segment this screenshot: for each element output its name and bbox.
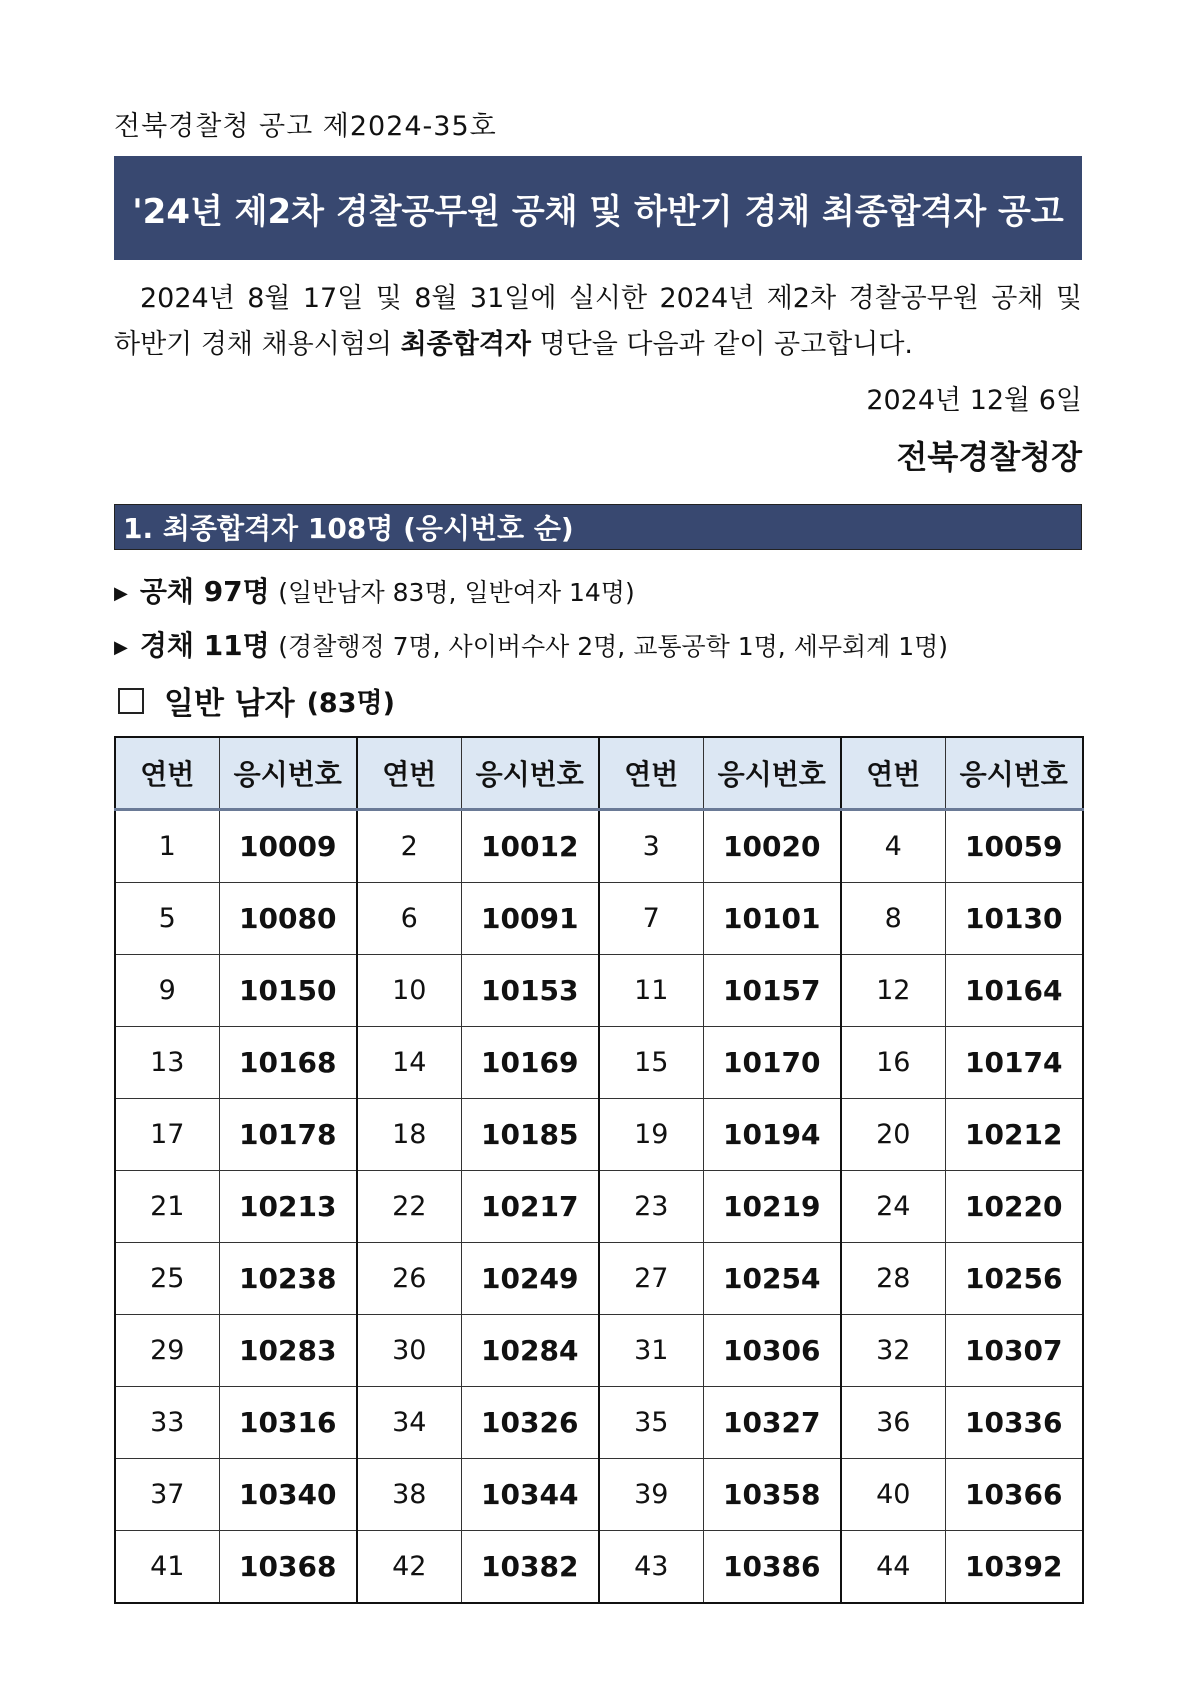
table-row [115, 883, 1083, 955]
seq-cell: 9 [115, 955, 219, 1027]
bullet-public-recruitment [114, 570, 635, 610]
column-header-seq: 연번 [115, 737, 219, 810]
exam-number-cell: 10326 [461, 1387, 599, 1459]
seq-cell: 11 [599, 955, 703, 1027]
intro-word: 2024년 [659, 283, 755, 314]
seq-cell: 1 [115, 810, 219, 883]
triangle-bullet-icon: ▶ [114, 637, 128, 658]
issuer-name: 전북경찰청장 [896, 438, 1082, 476]
exam-number-cell: 10164 [945, 955, 1083, 1027]
seq-cell: 27 [599, 1243, 703, 1315]
table-row [115, 1387, 1083, 1459]
table-row [115, 1459, 1083, 1531]
seq-cell: 12 [841, 955, 945, 1027]
exam-number-cell: 10101 [703, 883, 841, 955]
intro-word: 8월 [247, 283, 291, 314]
seq-cell: 36 [841, 1387, 945, 1459]
triangle-bullet-icon: ▶ [114, 583, 128, 604]
exam-number-cell: 10150 [219, 955, 357, 1027]
exam-number-cell: 10059 [945, 810, 1083, 883]
seq-cell: 42 [357, 1531, 461, 1604]
exam-number-cell: 10366 [945, 1459, 1083, 1531]
exam-number-cell: 10307 [945, 1315, 1083, 1387]
intro-word: 실시한 [568, 283, 648, 314]
exam-number-cell: 10091 [461, 883, 599, 955]
seq-cell: 38 [357, 1459, 461, 1531]
exam-number-cell: 10219 [703, 1171, 841, 1243]
exam-number-cell: 10238 [219, 1243, 357, 1315]
intro-word: 8월 [414, 283, 458, 314]
seq-cell: 29 [115, 1315, 219, 1387]
intro-paragraph [114, 276, 1082, 368]
seq-cell: 26 [357, 1243, 461, 1315]
intro-word: 17일 [302, 283, 364, 314]
section-title: 1. 최종합격자 108명 (응시번호 순) [114, 504, 1082, 550]
intro-line-2 [114, 322, 1082, 368]
seq-cell: 18 [357, 1099, 461, 1171]
passer-table [114, 736, 1084, 1604]
exam-number-cell: 10130 [945, 883, 1083, 955]
seq-cell: 43 [599, 1531, 703, 1604]
table-row [115, 1027, 1083, 1099]
subsection-label: 일반 남자 [164, 686, 295, 722]
exam-number-cell: 10020 [703, 810, 841, 883]
seq-cell: 8 [841, 883, 945, 955]
table-row [115, 1171, 1083, 1243]
exam-number-cell: 10157 [703, 955, 841, 1027]
exam-number-cell: 10178 [219, 1099, 357, 1171]
table-row [115, 1243, 1083, 1315]
intro-word: 31일에 [469, 283, 557, 314]
seq-cell: 19 [599, 1099, 703, 1171]
intro-line-1 [114, 276, 1082, 322]
column-header-exam-number: 응시번호 [703, 737, 841, 810]
intro-emphasis: 최종합격자 [400, 329, 531, 360]
seq-cell: 22 [357, 1171, 461, 1243]
exam-number-cell: 10344 [461, 1459, 599, 1531]
seq-cell: 21 [115, 1171, 219, 1243]
intro-word: 공채 [991, 283, 1044, 314]
exam-number-cell: 10284 [461, 1315, 599, 1387]
bullet-label: 공채 97명 [139, 575, 270, 608]
exam-number-cell: 10392 [945, 1531, 1083, 1604]
seq-cell: 24 [841, 1171, 945, 1243]
seq-cell: 25 [115, 1243, 219, 1315]
exam-number-cell: 10080 [219, 883, 357, 955]
seq-cell: 10 [357, 955, 461, 1027]
seq-cell: 28 [841, 1243, 945, 1315]
notice-date: 2024년 12월 6일 [866, 385, 1082, 416]
intro-word: 2024년 [140, 283, 235, 314]
intro-word: 및 [375, 283, 402, 314]
table-row [115, 955, 1083, 1027]
intro-text: 하반기 경채 채용시험의 [114, 329, 401, 360]
intro-word: 및 [1055, 283, 1082, 314]
table-row [115, 1315, 1083, 1387]
column-header-exam-number: 응시번호 [461, 737, 599, 810]
seq-cell: 5 [115, 883, 219, 955]
exam-number-cell: 10174 [945, 1027, 1083, 1099]
exam-number-cell: 10169 [461, 1027, 599, 1099]
exam-number-cell: 10170 [703, 1027, 841, 1099]
exam-number-cell: 10382 [461, 1531, 599, 1604]
exam-number-cell: 10254 [703, 1243, 841, 1315]
seq-cell: 4 [841, 810, 945, 883]
bullet-detail: (일반남자 83명, 일반여자 14명) [278, 578, 635, 607]
exam-number-cell: 10316 [219, 1387, 357, 1459]
exam-number-cell: 10212 [945, 1099, 1083, 1171]
exam-number-cell: 10358 [703, 1459, 841, 1531]
seq-cell: 3 [599, 810, 703, 883]
column-header-seq: 연번 [599, 737, 703, 810]
column-header-seq: 연번 [841, 737, 945, 810]
seq-cell: 30 [357, 1315, 461, 1387]
bullet-detail: (경찰행정 7명, 사이버수사 2명, 교통공학 1명, 세무회계 1명) [278, 632, 949, 661]
intro-text: 명단을 다음과 같이 공고합니다. [531, 329, 913, 360]
seq-cell: 17 [115, 1099, 219, 1171]
seq-cell: 16 [841, 1027, 945, 1099]
seq-cell: 41 [115, 1531, 219, 1604]
column-header-exam-number: 응시번호 [219, 737, 357, 810]
seq-cell: 7 [599, 883, 703, 955]
seq-cell: 31 [599, 1315, 703, 1387]
exam-number-cell: 10368 [219, 1531, 357, 1604]
table-header-row [115, 737, 1083, 810]
exam-number-cell: 10256 [945, 1243, 1083, 1315]
exam-number-cell: 10217 [461, 1171, 599, 1243]
seq-cell: 2 [357, 810, 461, 883]
seq-cell: 40 [841, 1459, 945, 1531]
seq-cell: 37 [115, 1459, 219, 1531]
seq-cell: 20 [841, 1099, 945, 1171]
exam-number-cell: 10249 [461, 1243, 599, 1315]
exam-number-cell: 10213 [219, 1171, 357, 1243]
column-header-exam-number: 응시번호 [945, 737, 1083, 810]
seq-cell: 44 [841, 1531, 945, 1604]
exam-number-cell: 10009 [219, 810, 357, 883]
exam-number-cell: 10306 [703, 1315, 841, 1387]
bullet-career-recruitment [114, 624, 948, 664]
exam-number-cell: 10340 [219, 1459, 357, 1531]
exam-number-cell: 10386 [703, 1531, 841, 1604]
seq-cell: 14 [357, 1027, 461, 1099]
exam-number-cell: 10327 [703, 1387, 841, 1459]
exam-number-cell: 10185 [461, 1099, 599, 1171]
exam-number-cell: 10220 [945, 1171, 1083, 1243]
seq-cell: 13 [115, 1027, 219, 1099]
exam-number-cell: 10283 [219, 1315, 357, 1387]
subsection-heading [114, 678, 395, 723]
seq-cell: 34 [357, 1387, 461, 1459]
table-row [115, 810, 1083, 883]
table-row [115, 1531, 1083, 1604]
exam-number-cell: 10168 [219, 1027, 357, 1099]
intro-word: 제2차 [766, 283, 837, 314]
seq-cell: 23 [599, 1171, 703, 1243]
exam-number-cell: 10336 [945, 1387, 1083, 1459]
exam-number-cell: 10153 [461, 955, 599, 1027]
column-header-seq: 연번 [357, 737, 461, 810]
notice-number: 전북경찰청 공고 제2024-35호 [114, 111, 497, 142]
exam-number-cell: 10194 [703, 1099, 841, 1171]
exam-number-cell: 10012 [461, 810, 599, 883]
seq-cell: 6 [357, 883, 461, 955]
seq-cell: 15 [599, 1027, 703, 1099]
subsection-count: (83명) [306, 688, 395, 719]
seq-cell: 32 [841, 1315, 945, 1387]
seq-cell: 35 [599, 1387, 703, 1459]
seq-cell: 39 [599, 1459, 703, 1531]
bullet-label: 경채 11명 [139, 629, 270, 662]
checkbox-square-icon [118, 688, 144, 714]
seq-cell: 33 [115, 1387, 219, 1459]
table-row [115, 1099, 1083, 1171]
document-title: '24년 제2차 경찰공무원 공채 및 하반기 경채 최종합격자 공고 [114, 156, 1082, 260]
intro-word: 경찰공무원 [848, 283, 979, 314]
